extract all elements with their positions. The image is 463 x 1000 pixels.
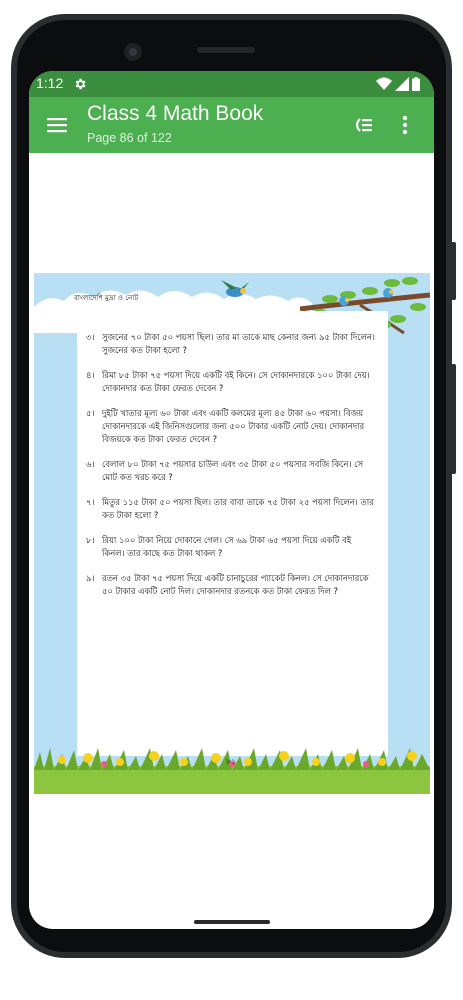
book-page[interactable] [34,273,430,794]
screen [29,71,434,929]
problem-number: ৮। [86,535,95,545]
chapter-header: বাংলাদেশি মুদ্রা ও নোট [74,294,139,302]
problem-number: ৪। [86,370,95,380]
page-indicator: Page 86 of 122 [87,131,172,145]
front-camera [124,43,142,61]
gear-icon [73,77,87,91]
status-bar [29,71,434,97]
signal-icon [395,77,409,91]
problem-number: ৬। [86,459,95,469]
status-icons [376,77,420,91]
problem-number: ৯। [86,573,95,583]
grass-flowers-illustration [34,744,430,794]
problem-item [86,534,376,560]
problem-text: রিমা ৮৫ টাকা ৭৫ পয়সা দিয়ে একটি বই কিনে। সে দোকানদারকে ১০০ টাকা দেয়। দোকানদার কত টাকা ফেরত দেবেন ? [102,370,370,393]
problem-number: ৩। [86,332,95,342]
bird-illustration [217,278,253,304]
page-number: ৮১ [226,757,237,766]
problem-item [86,407,376,446]
problem-text: বেলাল ৮০ টাকা ৭৫ পয়সার চাউল এবং ৩৫ টাকা ৫০ পয়সার সবজি কিনে। সে মোট কত খরচ করে ? [102,459,364,482]
problem-item [86,369,376,395]
volume-button [451,364,456,474]
problem-number: ৫। [86,408,95,418]
menu-icon[interactable] [46,114,68,136]
book-title: Class 4 Math Book [87,102,264,125]
problem-number: ৭। [86,497,95,507]
problem-text: দুইটি খাতার মূল্য ৬০ টাকা এবং একটি কলমের মূল্য ৪৫ টাকা ৬০ পয়সা। বিজয় দোকানদারকে এই জিনিসগুলোর জন্য ৫০০ টাকার একটি নোট দেয়। দোকানদার বিজয়কে কত টাকা ফেরত দেবেন ? [102,408,365,444]
problem-text: রতন ৩৫ টাকা ৭৫ পয়সা দিয়ে একটি চানাচুরের প্যাকেট কিনল। সে দোকানদারকে ৫০ টাকার একটি নোট দিল। দোকানদার রতনকে কত টাকা ফেরত দিল ? [102,573,369,596]
status-time: 1:12 [36,75,64,91]
gesture-home-bar[interactable] [194,920,270,924]
power-button [451,242,456,300]
problem-list [86,331,376,610]
problem-text: রিয়া ১০০ টাকা নিয়ে দোকানে গেল। সে ৬৯ টাকা ৬৫ পয়সা দিয়ে একটি বই কিনল। তার কাছে কত টাকা থাকল ? [102,535,352,558]
problem-item [86,572,376,598]
earpiece-speaker [197,47,255,53]
more-vert-icon[interactable] [395,113,415,137]
app-bar [29,97,434,153]
battery-icon [412,77,420,91]
table-of-contents-icon[interactable] [351,113,375,137]
problem-item [86,331,376,357]
wifi-icon [376,77,392,91]
problem-item [86,458,376,484]
problem-text: সুজনের ৭০ টাকা ৫০ পয়সা ছিল। তার মা তাকে মাছ কেনার জন্য ৯৫ টাকা দিলেন। সুজনের কত টাকা হলো ? [102,332,375,355]
problem-text: মিতুর ১১৫ টাকা ৫০ পয়সা ছিল। তার বাবা তাকে ৭৫ টাকা ২৫ পয়সা দিলেন। তার কত টাকা হলো ? [102,497,374,520]
problem-item [86,496,376,522]
